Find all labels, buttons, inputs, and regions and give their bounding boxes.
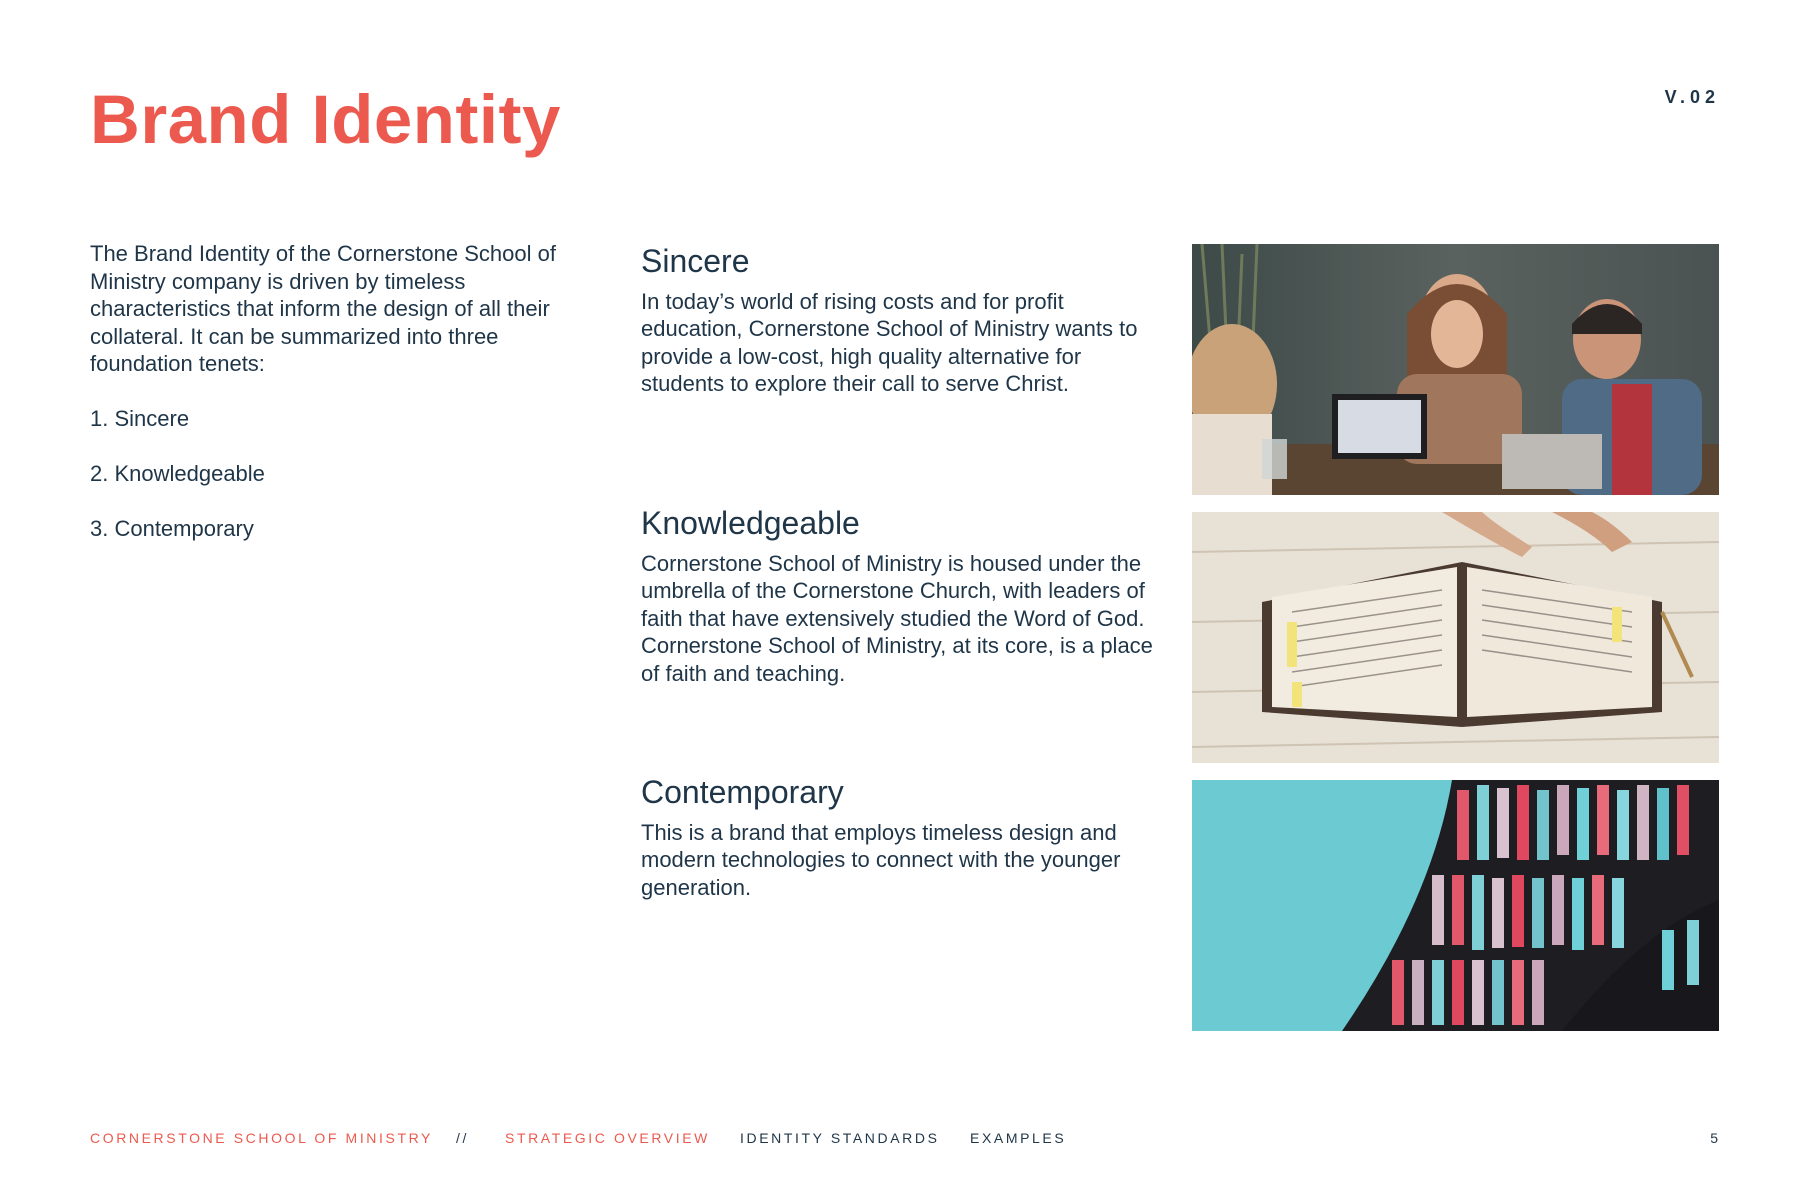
section-knowledgeable [641,505,1161,687]
section-sincere [641,243,1161,398]
section-heading: Knowledgeable [641,505,860,541]
page-title: Brand Identity [90,81,561,158]
version-label: V.02 [1664,87,1720,107]
section-body: In today’s world of rising costs and for profit education, Cornerstone School of Ministry wants to provide a low-cost, high quality alternative for students to explore their call to serve Christ. [641,288,1138,397]
section-contemporary [641,774,1161,901]
tenet-item: 3. Contemporary [90,515,254,541]
page-number: 5 [1710,1130,1718,1146]
footer-brand: CORNERSTONE SCHOOL OF MINISTRY [90,1130,433,1146]
photo-friends-laughing [1192,244,1719,495]
intro-paragraph: The Brand Identity of the Cornerstone School of Ministry company is driven by timeless characteristics that inform the design of all their collateral. It can be summarized into three foundation tenets: [90,241,556,376]
footer-link-examples[interactable]: EXAMPLES [970,1130,1067,1146]
section-body: Cornerstone School of Ministry is housed under the umbrella of the Cornerstone Church, with leaders of faith that have extensively studied the Word of God. Cornerstone School of Ministry, at its core, is a place of faith and teaching. [641,550,1153,686]
photo-building-facade [1192,780,1719,1031]
photo-open-bible [1192,512,1719,763]
footer-link-identity-standards[interactable]: IDENTITY STANDARDS [740,1130,940,1146]
footer-separator: // [456,1130,469,1146]
intro-block [90,240,590,570]
tenet-list [90,405,590,543]
section-heading: Contemporary [641,774,844,810]
tenet-item: 1. Sincere [90,405,190,431]
section-body: This is a brand that employs timeless design and modern technologies to connect with the younger generation. [641,819,1121,900]
section-heading: Sincere [641,243,750,279]
footer-link-strategic-overview[interactable]: STRATEGIC OVERVIEW [505,1130,710,1146]
tenet-item: 2. Knowledgeable [90,460,265,486]
